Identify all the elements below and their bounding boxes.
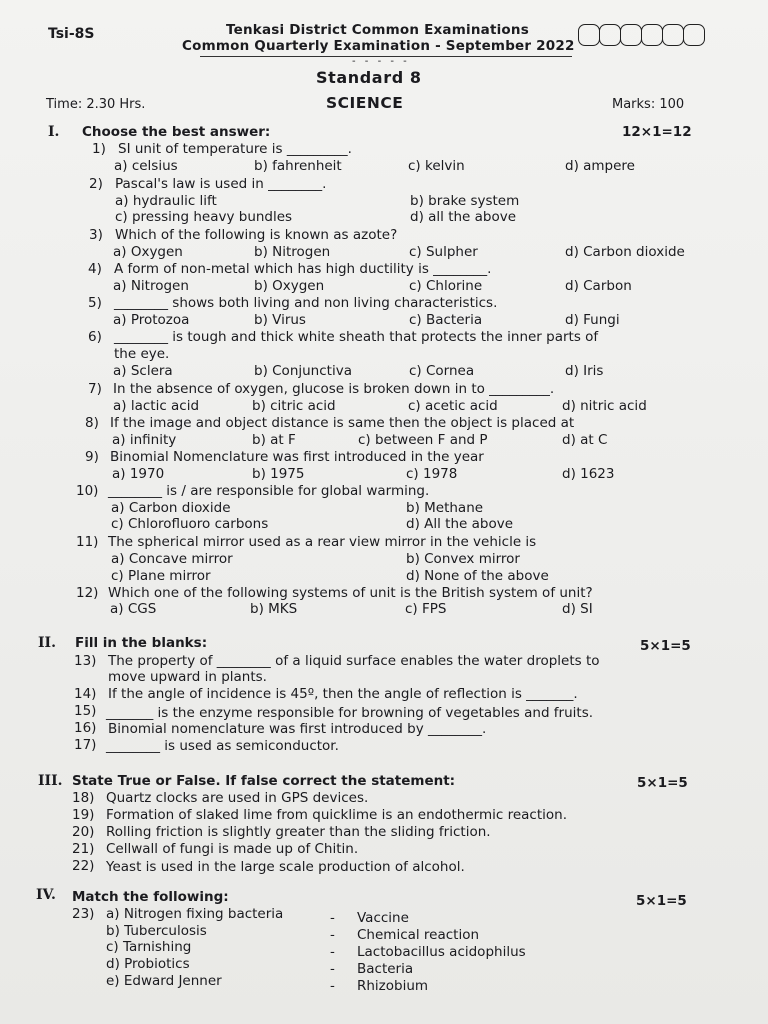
match-dash: - xyxy=(330,910,335,926)
question-number: 11) xyxy=(76,534,99,550)
question-text: Which one of the following systems of unit is the British system of unit? xyxy=(108,585,593,601)
question-number: 5) xyxy=(88,295,102,311)
option-b: b) Virus xyxy=(254,312,306,328)
question-number: 18) xyxy=(72,790,95,806)
question-number: 14) xyxy=(74,686,97,702)
question-text: Rolling friction is slightly greater than the sliding friction. xyxy=(106,824,491,840)
option-c: c) Chlorine xyxy=(409,278,483,294)
option-a: a) Carbon dioxide xyxy=(111,500,231,516)
question-text: The property of ________ of a liquid surface enables the water droplets to xyxy=(108,653,600,669)
match-left-item: b) Tuberculosis xyxy=(106,923,207,939)
register-box xyxy=(662,24,684,46)
match-right-item: Rhizobium xyxy=(357,978,429,994)
section-3-title: State True or False. If false correct the statement: xyxy=(72,773,456,789)
option-d: d) ampere xyxy=(565,158,635,174)
section-2-marks: 5×1=5 xyxy=(640,638,691,654)
option-c: c) FPS xyxy=(405,601,447,617)
option-d: d) Carbon xyxy=(565,278,632,294)
time-label: Time: 2.30 Hrs. xyxy=(46,97,146,112)
question-text: _______ is the enzyme responsible for browning of vegetables and fruits. xyxy=(106,705,594,721)
match-left-item: d) Probiotics xyxy=(106,956,190,972)
question-text: ________ is / are responsible for global warming. xyxy=(108,483,430,499)
question-text: In the absence of oxygen, glucose is broken down in to _________. xyxy=(113,381,555,397)
question-text-continued: the eye. xyxy=(114,346,170,362)
option-c: c) Cornea xyxy=(409,363,475,379)
option-a: a) hydraulic lift xyxy=(115,193,217,209)
option-a: a) Oxygen xyxy=(113,244,183,260)
option-a: a) lactic acid xyxy=(113,398,200,414)
question-number: 6) xyxy=(88,329,102,345)
section-1-marks: 12×1=12 xyxy=(622,124,692,140)
option-d: d) None of the above xyxy=(406,568,549,584)
section-2-title: Fill in the blanks: xyxy=(75,635,208,651)
option-d: d) Carbon dioxide xyxy=(565,244,685,260)
question-text: Pascal's law is used in ________. xyxy=(115,176,327,192)
section-3-numeral: III. xyxy=(38,773,63,789)
question-number: 4) xyxy=(88,261,102,277)
section-4-numeral: IV. xyxy=(36,887,56,903)
option-a: a) Protozoa xyxy=(113,312,190,328)
question-text: Formation of slaked lime from quicklime is an endothermic reaction. xyxy=(106,807,567,823)
organization-title: Tenkasi District Common Examinations xyxy=(226,22,529,38)
match-right-item: Lactobacillus acidophilus xyxy=(357,944,526,960)
question-text: ________ is tough and thick white sheath that protects the inner parts of xyxy=(114,329,599,345)
question-number: 23) xyxy=(72,906,95,922)
question-text: Quartz clocks are used in GPS devices. xyxy=(106,790,369,806)
question-number: 1) xyxy=(92,141,106,157)
question-text: Binomial Nomenclature was first introduced in the year xyxy=(110,449,484,465)
match-dash: - xyxy=(330,927,335,943)
question-text: The spherical mirror used as a rear view mirror in the vehicle is xyxy=(108,534,537,550)
question-text: ________ is used as semiconductor. xyxy=(106,738,339,754)
match-right-item: Vaccine xyxy=(357,910,409,926)
question-number: 19) xyxy=(72,807,95,823)
option-b: b) citric acid xyxy=(252,398,336,414)
marks-label: Marks: 100 xyxy=(612,97,685,112)
option-c: c) Plane mirror xyxy=(111,568,211,584)
option-a: a) Concave mirror xyxy=(111,551,233,567)
option-c: c) kelvin xyxy=(408,158,465,174)
question-text: ________ shows both living and non living characteristics. xyxy=(114,295,498,311)
match-right-item: Chemical reaction xyxy=(357,927,480,943)
section-4-title: Match the following: xyxy=(72,889,229,905)
option-c: c) Bacteria xyxy=(409,312,483,328)
register-number-boxes xyxy=(578,24,704,46)
option-b: b) MKS xyxy=(250,601,298,617)
register-box xyxy=(578,24,600,46)
question-number: 8) xyxy=(85,415,99,431)
question-number: 22) xyxy=(72,858,95,874)
option-a: a) CGS xyxy=(110,601,157,617)
question-text: Yeast is used in the large scale production of alcohol. xyxy=(106,859,465,875)
question-number: 3) xyxy=(89,227,103,243)
option-c: c) between F and P xyxy=(358,432,488,448)
match-left-item: c) Tarnishing xyxy=(106,939,192,955)
option-b: b) fahrenheit xyxy=(254,158,342,174)
section-1-numeral: I. xyxy=(48,124,60,140)
option-c: c) 1978 xyxy=(406,466,458,482)
option-b: b) 1975 xyxy=(252,466,305,482)
section-4-marks: 5×1=5 xyxy=(636,893,687,909)
question-text: Cellwall of fungi is made up of Chitin. xyxy=(106,841,359,857)
question-text: Binomial nomenclature was first introduced by ________. xyxy=(108,721,487,737)
question-text: SI unit of temperature is _________. xyxy=(118,141,352,157)
option-c: c) Sulpher xyxy=(409,244,478,260)
question-text: If the image and object distance is same then the object is placed at xyxy=(110,415,575,431)
section-1-title: Choose the best answer: xyxy=(82,124,271,140)
question-number: 20) xyxy=(72,824,95,840)
option-c: c) Chlorofluoro carbons xyxy=(111,516,269,532)
option-a: a) Sclera xyxy=(113,363,173,379)
question-number: 17) xyxy=(74,737,97,753)
option-d: d) all the above xyxy=(410,209,517,225)
match-left-item: a) Nitrogen fixing bacteria xyxy=(106,906,284,922)
option-b: b) brake system xyxy=(410,193,520,209)
option-b: b) Nitrogen xyxy=(254,244,331,260)
option-a: a) Nitrogen xyxy=(113,278,189,294)
option-b: b) Convex mirror xyxy=(406,551,520,567)
question-text: A form of non-metal which has high ductility is ________. xyxy=(114,261,492,277)
question-number: 16) xyxy=(74,720,97,736)
section-3-marks: 5×1=5 xyxy=(637,775,688,791)
option-d: d) SI xyxy=(562,601,593,617)
question-number: 15) xyxy=(74,703,97,719)
match-dash: - xyxy=(330,961,335,977)
match-right-item: Bacteria xyxy=(357,961,414,977)
option-c: c) acetic acid xyxy=(408,398,498,414)
register-box xyxy=(683,24,705,46)
option-b: b) at F xyxy=(252,432,296,448)
option-d: d) Iris xyxy=(565,363,604,379)
question-number: 12) xyxy=(76,585,99,601)
option-a: a) 1970 xyxy=(112,466,165,482)
question-number: 7) xyxy=(88,381,102,397)
option-d: d) at C xyxy=(562,432,608,448)
option-d: d) nitric acid xyxy=(562,398,647,414)
register-box xyxy=(599,24,621,46)
match-dash: - xyxy=(330,978,335,994)
match-left-item: e) Edward Jenner xyxy=(106,973,222,989)
option-a: a) infinity xyxy=(112,432,177,448)
question-number: 13) xyxy=(74,653,97,669)
question-number: 21) xyxy=(72,841,95,857)
option-d: d) Fungi xyxy=(565,312,620,328)
question-text: If the angle of incidence is 45º, then the angle of reflection is _______. xyxy=(108,686,578,702)
option-b: b) Methane xyxy=(406,500,484,516)
paper-code: Tsi-8S xyxy=(48,26,95,42)
question-number: 2) xyxy=(89,176,103,192)
option-d: d) All the above xyxy=(406,516,513,532)
subject-label: SCIENCE xyxy=(326,94,404,112)
exam-title: Common Quarterly Examination - September 2022 xyxy=(182,38,575,54)
question-number: 10) xyxy=(76,483,99,499)
option-c: c) pressing heavy bundles xyxy=(115,209,293,225)
question-text: Which of the following is known as azote? xyxy=(115,227,398,243)
option-d: d) 1623 xyxy=(562,466,615,482)
register-box xyxy=(620,24,642,46)
option-b: b) Conjunctiva xyxy=(254,363,352,379)
register-box xyxy=(641,24,663,46)
option-a: a) celsius xyxy=(114,158,178,174)
question-number: 9) xyxy=(85,449,99,465)
standard-label: Standard 8 xyxy=(316,68,422,87)
match-dash: - xyxy=(330,944,335,960)
option-b: b) Oxygen xyxy=(254,278,325,294)
question-text-continued: move upward in plants. xyxy=(108,669,267,685)
section-2-numeral: II. xyxy=(38,635,56,651)
header-dashes: - - - - - xyxy=(352,56,410,67)
